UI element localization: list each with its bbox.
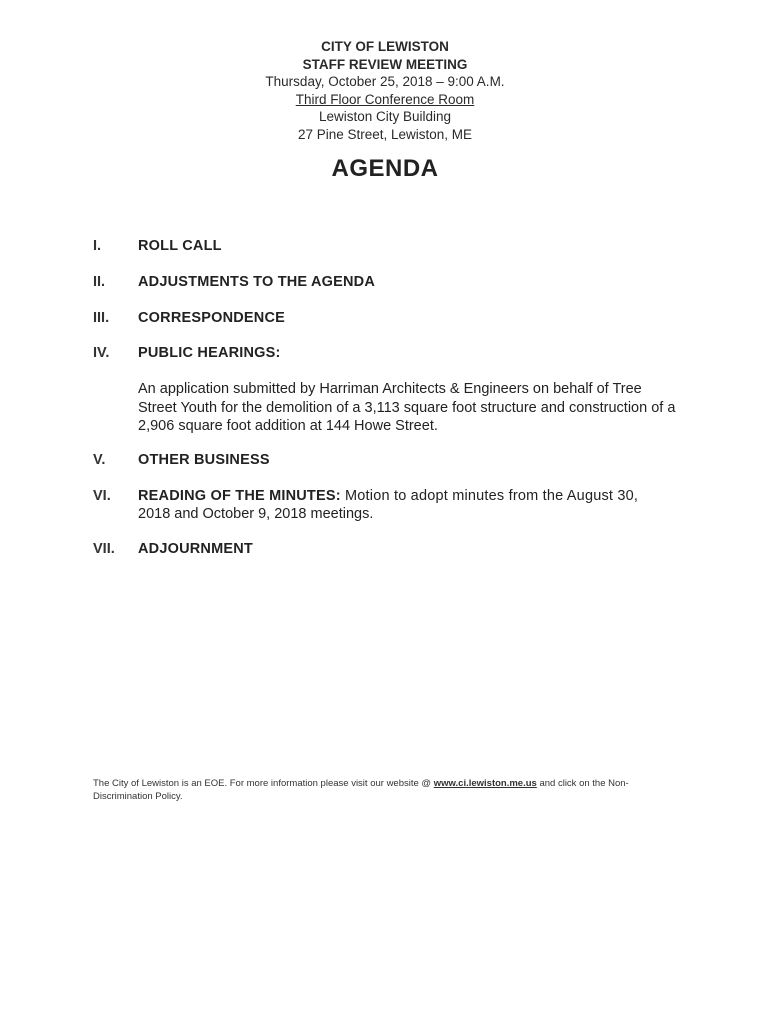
meeting-building: Lewiston City Building: [318, 109, 452, 125]
agenda-item-number: IV.: [93, 345, 110, 361]
agenda-item-number: V.: [93, 452, 106, 468]
org-name: CITY OF LEWISTON: [321, 39, 449, 54]
agenda-item-heading: OTHER BUSINESS: [138, 452, 270, 468]
agenda-item-heading: CORRESPONDENCE: [138, 310, 286, 326]
agenda-item-number: VII.: [93, 541, 115, 557]
footer-text: The City of Lewiston is an EOE. For more information please visit our website @: [93, 778, 434, 789]
minutes-heading-colon: :: [335, 488, 341, 504]
meeting-room: Third Floor Conference Room: [295, 91, 475, 107]
meeting-datetime: Thursday, October 25, 2018 – 9:00 A.M.: [265, 74, 505, 90]
agenda-title: AGENDA: [331, 155, 439, 182]
meeting-address: 27 Pine Street, Lewiston, ME: [297, 126, 473, 142]
agenda-item-heading: ADJUSTMENTS TO THE AGENDA: [138, 274, 376, 290]
minutes-detail-continuation: 2018 and October 9, 2018 meetings.: [138, 506, 374, 522]
agenda-item-number: I.: [93, 238, 102, 254]
agenda-item-heading: [138, 488, 638, 504]
minutes-heading-text: READING OF THE MINUTES: [138, 488, 336, 504]
agenda-item-heading: PUBLIC HEARINGS:: [138, 345, 281, 361]
agenda-item-number: III.: [93, 310, 110, 326]
document-header: [0, 38, 770, 144]
footer-text-after: and click on the Non-Discrimination Policy.: [93, 778, 629, 802]
agenda-item-heading: ROLL CALL: [138, 238, 222, 254]
website-link[interactable]: www.ci.lewiston.me.us: [433, 778, 537, 789]
agenda-item-heading: ADJOURNMENT: [138, 541, 253, 557]
footer-notice: [93, 777, 683, 803]
public-hearing-description: An application submitted by Harriman Architects & Engineers on behalf of Tree Street Youth for the demolition of a 3,113 square foot structure and construction of a 2,906 square foot addition at 144 Howe Street.: [138, 381, 676, 434]
agenda-item-number: II.: [93, 274, 106, 290]
meeting-name: STAFF REVIEW MEETING: [302, 56, 468, 72]
minutes-detail: Motion to adopt minutes from the August 30,: [340, 488, 639, 504]
agenda-item-number: VI.: [93, 488, 111, 504]
